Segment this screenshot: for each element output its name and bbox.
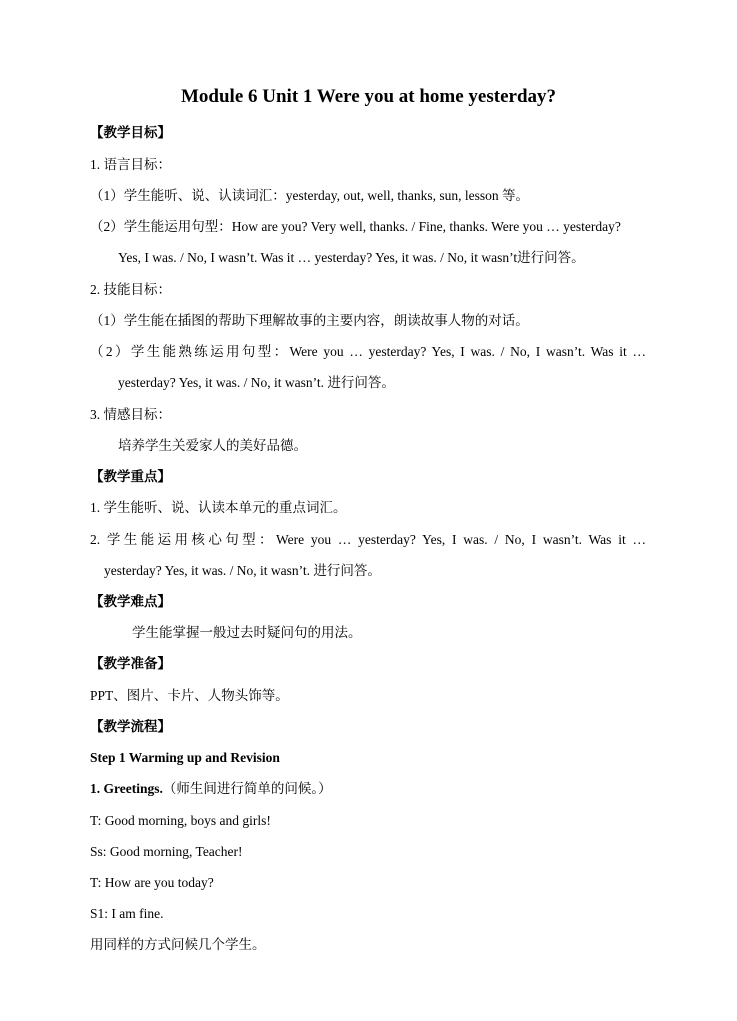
objective-skill-item-2-continued: yesterday? Yes, it was. / No, it wasn’t. 进行问答。 (118, 375, 395, 390)
objective-skill-heading: 2. 技能目标： (90, 282, 171, 297)
section-heading-difficulties: 【教学难点】 (90, 594, 171, 609)
objective-language-heading: 1. 语言目标： (90, 157, 171, 172)
difficulty-text: 学生能掌握一般过去时疑问句的用法。 (132, 625, 362, 640)
dialogue-line-3: T: How are you today? (90, 875, 214, 890)
objective-language-item-2-continued: Yes, I was. / No, I wasn’t. Was it … yesterday? Yes, it was. / No, it wasn’t进行问答。 (118, 250, 585, 265)
step-1-heading: Step 1 Warming up and Revision (90, 750, 280, 765)
preparation-text: PPT、图片、卡片、人物头饰等。 (90, 688, 289, 703)
section-heading-key-points: 【教学重点】 (90, 469, 171, 484)
section-heading-preparation: 【教学准备】 (90, 656, 171, 671)
objective-skill-item-1: （1）学生能在插图的帮助下理解故事的主要内容，朗读故事人物的对话。 (90, 313, 529, 328)
greetings-note: （师生间进行简单的问候。） (162, 781, 332, 796)
key-point-2-continued: yesterday? Yes, it was. / No, it wasn’t. 进行问答。 (104, 563, 381, 578)
objective-skill-item-2: （2）学生能熟练运用句型：Were you … yesterday? Yes, I was. / No, I wasn’t. Was it … (90, 344, 646, 359)
section-heading-procedure: 【教学流程】 (90, 719, 171, 734)
greetings-label: 1. Greetings. (90, 781, 163, 796)
objective-language-item-2: （2）学生能运用句型：How are you? Very well, thanks. / Fine, thanks. Were you … yesterday? (90, 219, 621, 234)
section-heading-objectives: 【教学目标】 (90, 125, 171, 140)
document-title: Module 6 Unit 1 Were you at home yesterday? (180, 86, 557, 107)
objective-emotion-text: 培养学生关爱家人的美好品德。 (118, 438, 307, 453)
dialogue-line-1: T: Good morning, boys and girls! (90, 813, 271, 828)
key-point-1: 1. 学生能听、说、认读本单元的重点词汇。 (90, 500, 347, 515)
key-point-2: 2. 学生能运用核心句型：Were you … yesterday? Yes, I was. / No, I wasn’t. Was it … (90, 532, 646, 547)
dialogue-line-2: Ss: Good morning, Teacher! (90, 844, 243, 859)
greetings-line (90, 780, 332, 798)
instruction-text: 用同样的方式问候几个学生。 (90, 937, 266, 952)
objective-language-item-1: （1）学生能听、说、认读词汇：yesterday, out, well, thanks, sun, lesson 等。 (90, 188, 529, 203)
dialogue-line-4: S1: I am fine. (90, 906, 164, 921)
objective-emotion-heading: 3. 情感目标： (90, 407, 171, 422)
